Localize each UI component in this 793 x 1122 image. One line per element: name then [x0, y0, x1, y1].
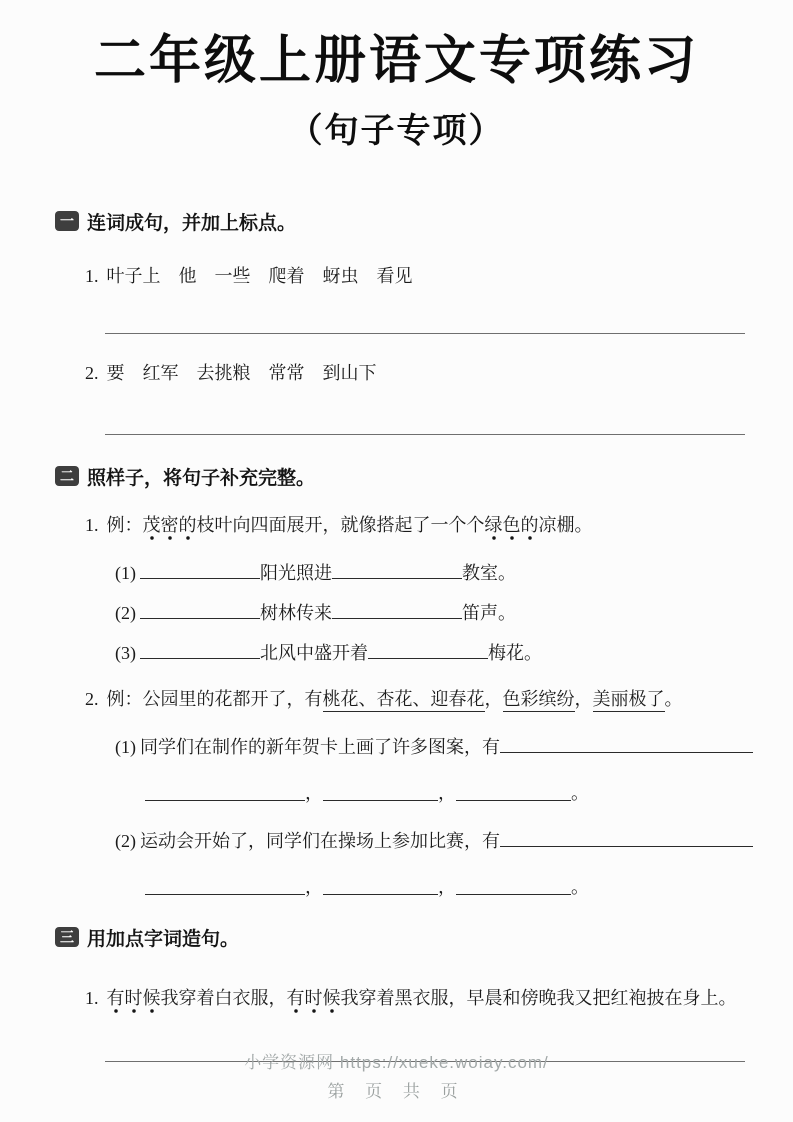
blank-field	[140, 565, 260, 579]
punctuation: ，	[438, 782, 456, 803]
punctuation: 。	[571, 782, 589, 803]
question-number: 1.	[85, 987, 99, 1008]
sub-text: 同学们在制作的新年贺卡上画了许多图案，有	[140, 736, 500, 757]
sub-text: 阳光照进	[260, 562, 332, 583]
footer-site-url: 小学资源网 https://xueke.woiay.com/	[244, 1053, 549, 1072]
section-3-number-icon: 三	[55, 927, 79, 947]
blank-field	[140, 605, 260, 619]
sub-number: (2)	[115, 602, 136, 623]
emphasized-word: 有时候	[107, 988, 161, 1014]
example-text: 凉棚。	[538, 514, 593, 535]
question-words: 叶子上 他 一些 爬着 蚜虫 看见	[106, 265, 413, 286]
question-sentence	[107, 977, 754, 1019]
s2-q1-sub-1	[115, 560, 753, 586]
question-number: 1.	[85, 514, 99, 535]
sub-text: 教室。	[462, 562, 516, 583]
sub-text: 梅花。	[488, 642, 542, 663]
example-sentence	[107, 686, 754, 712]
s2-q2-sub-2-continuation	[145, 874, 793, 900]
s2-q2-sub-1-continuation	[145, 780, 793, 806]
question-number: 2.	[85, 362, 99, 383]
s1-question-2	[85, 360, 753, 386]
sub-text: 笛声。	[462, 602, 516, 623]
question-number: 2.	[85, 688, 99, 709]
sub-text: 北风中盛开着	[260, 642, 368, 663]
sub-number: (1)	[115, 562, 136, 583]
emphasized-word: 有时候	[287, 988, 341, 1014]
section-2-header	[55, 463, 793, 490]
s2-q2-sub-2	[115, 828, 753, 854]
punctuation: ，	[305, 782, 323, 803]
punctuation: 。	[664, 688, 683, 709]
sub-number: (3)	[115, 642, 136, 663]
answer-line	[105, 333, 745, 334]
section-2-heading: 照样子，将句子补充完整。	[87, 467, 316, 489]
blank-field	[456, 881, 571, 895]
punctuation: ，	[305, 876, 323, 897]
example-label: 例：	[106, 514, 143, 535]
section-1-number-icon: 一	[55, 211, 79, 231]
blank-field	[332, 605, 462, 619]
underlined-phrase: 美丽极了	[593, 689, 665, 712]
underlined-phrase: 色彩缤纷	[503, 689, 575, 712]
section-2-number-icon: 二	[55, 466, 79, 486]
question-words: 要 红军 去挑粮 常常 到山下	[106, 362, 377, 383]
section-3-header	[55, 924, 793, 951]
punctuation: 。	[571, 876, 589, 897]
punctuation: ，	[574, 688, 593, 709]
blank-field	[140, 645, 260, 659]
emphasized-word: 绿色的	[485, 515, 539, 541]
blank-field	[323, 787, 438, 801]
s3-question-1	[85, 977, 753, 1019]
s2-example-2	[85, 686, 753, 712]
s2-q1-sub-3	[115, 640, 753, 666]
example-text: 枝叶向四面展开，就像搭起了一个个	[196, 514, 485, 535]
sub-text: 树林传来	[260, 602, 332, 623]
punctuation: ，	[484, 688, 503, 709]
example-label: 例：	[106, 688, 143, 709]
answer-line	[105, 434, 745, 435]
blank-field	[145, 787, 305, 801]
sub-text: 运动会开始了，同学们在操场上参加比赛，有	[140, 830, 500, 851]
section-1-header	[55, 208, 793, 235]
blank-field	[323, 881, 438, 895]
page-subtitle: （句子专项）	[288, 111, 505, 150]
s2-q1-sub-2	[115, 600, 753, 626]
sub-number: (2)	[115, 830, 136, 851]
example-text: 公园里的花都开了，有	[142, 688, 323, 709]
s2-q2-sub-1	[115, 734, 753, 760]
emphasized-word: 茂密的	[143, 515, 197, 541]
example-sentence	[107, 512, 754, 538]
blank-field	[500, 833, 753, 847]
question-text: 我穿着白衣服，	[160, 987, 287, 1008]
question-text: 我穿着黑衣服，早晨和傍晚我又把红袍披在身上。	[340, 987, 737, 1008]
section-3-heading: 用加点字词造句。	[87, 928, 240, 950]
question-number: 1.	[85, 265, 99, 286]
section-1-heading: 连词成句，并加上标点。	[87, 212, 297, 234]
punctuation: ，	[438, 876, 456, 897]
underlined-phrase: 桃花、杏花、迎春花	[323, 689, 485, 712]
sub-number: (1)	[115, 736, 136, 757]
s2-example-1	[85, 512, 753, 538]
blank-field	[500, 739, 753, 753]
page-footer	[0, 1048, 793, 1102]
s1-question-1	[85, 263, 753, 289]
blank-field	[456, 787, 571, 801]
page-title: 二年级上册语文专项练习	[93, 32, 699, 90]
blank-field	[368, 645, 488, 659]
footer-page-number: 第 页 共 页	[327, 1082, 466, 1101]
blank-field	[145, 881, 305, 895]
blank-field	[332, 565, 462, 579]
